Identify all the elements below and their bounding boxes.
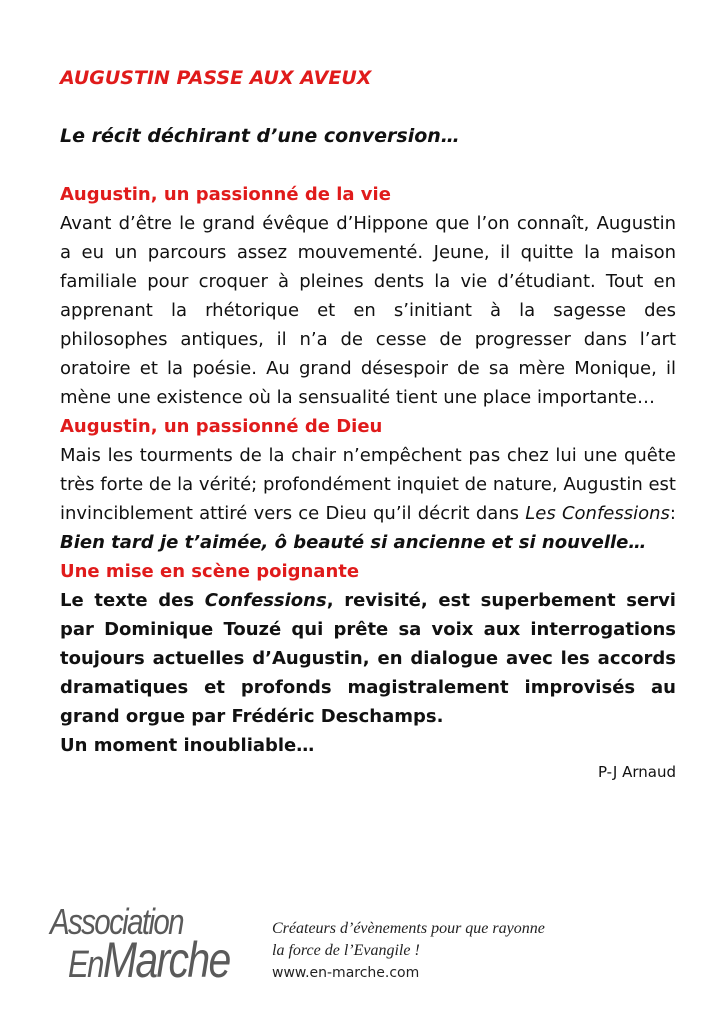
tagline-line: la force de l’Evangile !	[272, 942, 420, 959]
footer-tagline	[272, 918, 672, 984]
text-segment: , revisité, est superbement servi par Dominique Touzé qui prête sa voix aux interrogations toujours actuelles d’Augustin, en dialogue avec les accords dramatiques et profonds magistralement improvisés au grand orgue par Frédéric Deschamps.	[60, 590, 676, 727]
association-logo	[50, 902, 260, 992]
author-signature: P-J Arnaud	[597, 763, 676, 781]
section-text-staging	[60, 586, 676, 731]
website-url[interactable]: www.en-marche.com	[272, 965, 420, 981]
section-text-god	[60, 441, 676, 557]
logo-word-association: Association	[50, 901, 183, 942]
text-segment: Mais les tourments de la chair n’empêchent pas chez lui une quête très forte de la vérité; profondément inquiet de nature, Augustin est invinciblement attiré vers ce Dieu qu’il décrit dans	[60, 445, 676, 524]
page-subtitle: Le récit déchirant d’une conversion…	[60, 125, 460, 147]
section-heading-staging: Une mise en scène poignante	[60, 561, 360, 582]
section-heading-god: Augustin, un passionné de Dieu	[60, 416, 383, 437]
logo-word-marche: Marche	[102, 932, 230, 988]
confessions-quote: Bien tard je t’aimée, ô beauté si ancienne et si nouvelle…	[60, 532, 647, 553]
book-title: Confessions	[204, 590, 327, 611]
section-text-life: Avant d’être le grand évêque d’Hippone que l’on connaît, Augustin a eu un parcours assez mouvementé. Jeune, il quitte la maison familiale pour croquer à pleines dents la vie d’étudiant. Tout en apprenant la rhétorique et en s’initiant à la sagesse des philosophes antiques, il n’a de cesse de progresser dans l’art oratoire et la poésie. Au grand désespoir de sa mère Monique, il mène une existence où la sensualité tient une place importante…	[60, 213, 676, 408]
section-heading-life: Augustin, un passionné de la vie	[60, 184, 391, 205]
text-segment: :	[669, 503, 676, 524]
page-title: AUGUSTIN PASSE AUX AVEUX	[60, 67, 372, 89]
closing-line: Un moment inoubliable…	[60, 735, 315, 756]
logo-word-en: En	[68, 944, 103, 986]
logo-word-en-marche	[68, 932, 230, 989]
book-title: Les Confessions	[525, 503, 670, 524]
tagline-line: Créateurs d’évènements pour que rayonne	[272, 920, 545, 937]
text-segment: Le texte des	[60, 590, 205, 611]
article	[60, 64, 676, 784]
